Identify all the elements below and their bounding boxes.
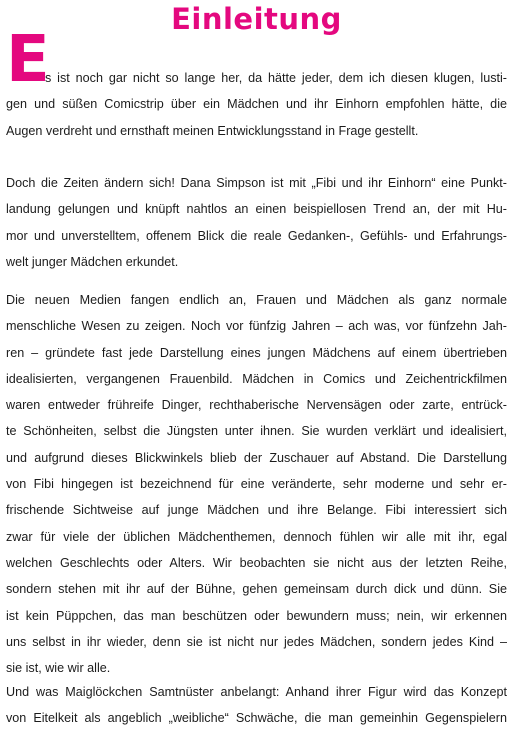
paragraph-4	[6, 679, 507, 732]
text-line: idealisierten, vergangenen Frauenbild. Mädchen in Comics und Zeichentrickfilmen	[6, 371, 507, 386]
text-line: gen und süßen Comicstrip über ein Mädchen und ihr Einhorn empfohlen hätte, die	[6, 97, 507, 112]
text-line: Doch die Zeiten ändern sich! Dana Simpson ist mit „Fibi und ihr Einhorn“ eine Punkt-	[6, 176, 507, 190]
paragraph-2	[6, 170, 507, 275]
text-line: Und was Maiglöckchen Samtnüster anbelangt: Anhand ihrer Figur wird das Konzept	[6, 685, 507, 699]
text-line: welt junger Mädchen erkundet.	[6, 254, 179, 269]
text-line: waren entweder frühreife Dinger, rechthaberische Nervensägen oder zarte, entrück-	[6, 398, 507, 413]
text-line: Die neuen Medien fangen endlich an, Frauen und Mädchen als ganz normale	[6, 293, 507, 307]
text-line: menschliche Wesen zu zeigen. Noch vor fünfzig Jahren – ach was, vor fünfzehn Jah-	[6, 319, 507, 334]
paragraph-3	[6, 287, 507, 681]
drop-cap-letter: E	[6, 23, 50, 97]
text-line: sondern stehen mit ihr auf der Bühne, gehen gemeinsam durch dick und dünn. Sie	[6, 582, 507, 597]
text-line: welchen Geschlechts oder Alters. Wir beobachten sie nicht aus der letzten Reihe,	[6, 555, 507, 570]
text-line: te Schönheiten, selbst die Jüngsten unter ihnen. Sie wurden verklärt und idealisiert,	[6, 424, 507, 439]
text-line: und aufgrund dieses Blickwinkels blieb der Zuschauer auf Abstand. Die Darstellung	[6, 450, 507, 465]
text-line: mor und unverstelltem, offenem Blick die reale Gedanken-, Gefühls- und Erfahrungs-	[6, 228, 507, 243]
text-line: s ist noch gar nicht so lange her, da hätte jeder, dem ich diesen klugen, lusti-	[45, 71, 507, 85]
text-line: sie ist, wie wir alle.	[6, 661, 111, 676]
text-line: uns selbst in ihr wieder, denn sie ist nicht nur jedes Mädchen, sondern jedes Kind –	[6, 634, 507, 649]
text-line: zwar für viele der üblichen Mädchenthemen, dennoch fühlen wir alle mit ihr, egal	[6, 529, 507, 544]
text-line: ren – gründete fast jede Darstellung eines jungen Mädchens auf einem übertrieben	[6, 345, 507, 360]
text-line: frischende Sichtweise auf junge Mädchen und ihre Belange. Fibi interessiert sich	[6, 503, 507, 518]
paragraph-1	[6, 65, 507, 144]
text-line: landung gelungen und knüpft nahtlos an einen beispiellosen Trend an, der mit Hu-	[6, 202, 507, 217]
text-line: von Fibi hingegen ist bezeichnend für eine veränderte, sehr moderne und sehr er-	[6, 477, 507, 492]
text-line: von Eitelkeit als angeblich „weibliche“ Schwäche, die man gemeinhin Gegenspielern	[6, 711, 507, 726]
text-line: ist kein Püppchen, das man beschützen oder bewundern muss; nein, wir erkennen	[6, 608, 507, 623]
text-line: Augen verdreht und ernsthaft meinen Entwicklungsstand in Frage gestellt.	[6, 123, 419, 138]
page-title: Einleitung	[171, 2, 342, 36]
